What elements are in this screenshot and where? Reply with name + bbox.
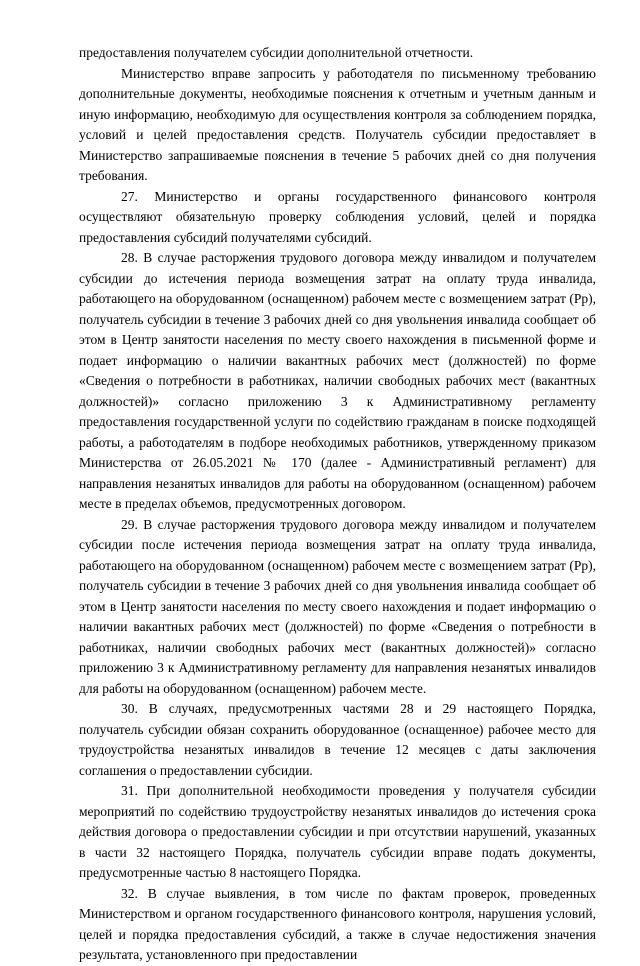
paragraph-28: 28. В случае расторжения трудового договора между инвалидом и получателем субсидии до истечения периода возмещения затрат на оплату труда инвалида, работающего на оборудованном (оснащенном) рабочем месте с возмещением затрат (Рр), получатель субсидии в течение 3 рабочих дней со дня увольнения инвалида сообщает об этом в Центр занятости населения по месту своего нахождения в письменной форме и подает информацию о наличии вакантных рабочих мест (должностей) по форме «Сведения о потребности в работниках, наличии свободных рабочих мест (вакантных должностей)» согласно приложению 3 к Административному регламенту предоставления государственной услуги по содействию гражданам в поиске подходящей работы, а работодателям в подборе необходимых работников, утвержденному приказом Министерства от 26.05.2021 № 170 (далее - Административный регламент) для направления незанятых инвалидов для работы на оборудованном (оснащенном) рабочем месте в пределах объемов, предусмотренных договором. [79, 250, 596, 511]
document-body [79, 43, 596, 966]
paragraph-27: 27. Министерство и органы государственного финансового контроля осуществляют обязательную проверку соблюдения условий, целей и порядка предоставления субсидий получателями субсидий. [79, 188, 596, 245]
paragraph-ministry-request: Министерство вправе запросить у работодателя по письменному требованию дополнительные документы, необходимые пояснения к отчетным и учетным данным и иную информацию, необходимую для осуществления контроля за соблюдением порядка, условий и целей предоставления средств. Получатель субсидии предоставляет в Министерство запрашиваемые пояснения в течение 5 рабочих дней со дня получения требования. [79, 65, 596, 183]
paragraph-continuation: предоставления получателем субсидии дополнительной отчетности. [79, 45, 474, 60]
paragraph-31: 31. При дополнительной необходимости проведения у получателя субсидии мероприятий по содействию трудоустройству незанятых инвалидов до истечения срока действия договора о предоставлении субсидии и при отсутствии нарушений, указанных в части 32 настоящего Порядка, получатель субсидии вправе подать документы, предусмотренные частью 8 настоящего Порядка. [79, 783, 596, 880]
paragraph-32: 32. В случае выявления, в том числе по фактам проверок, проведенных Министерством и органом государственного финансового контроля, нарушения условий, целей и порядка предоставления субсидий, а также в случае недостижения значения результата, установленного при предоставлении [79, 885, 596, 962]
paragraph-30: 30. В случаях, предусмотренных частями 28 и 29 настоящего Порядка, получатель субсидии обязан сохранить оборудованное (оснащенное) рабочее место для трудоустройства незанятых инвалидов в течение 12 месяцев с даты заключения соглашения о предоставлении субсидии. [79, 701, 596, 778]
paragraph-29: 29. В случае расторжения трудового договора между инвалидом и получателем субсидии после истечения периода возмещения затрат на оплату труда инвалида, работающего на оборудованном (оснащенном) рабочем месте с возмещением затрат (Рр), получатель субсидии в течение 3 рабочих дней со дня увольнения инвалида сообщает об этом в Центр занятости населения по месту своего нахождения и подает информацию о наличии вакантных рабочих мест (должностей) по форме «Сведения о потребности в работниках, наличии свободных рабочих мест (вакантных должностей)» согласно приложению 3 к Административному регламенту для направления незанятых инвалидов для работы на оборудованном (оснащенном) рабочем месте. [79, 516, 596, 696]
